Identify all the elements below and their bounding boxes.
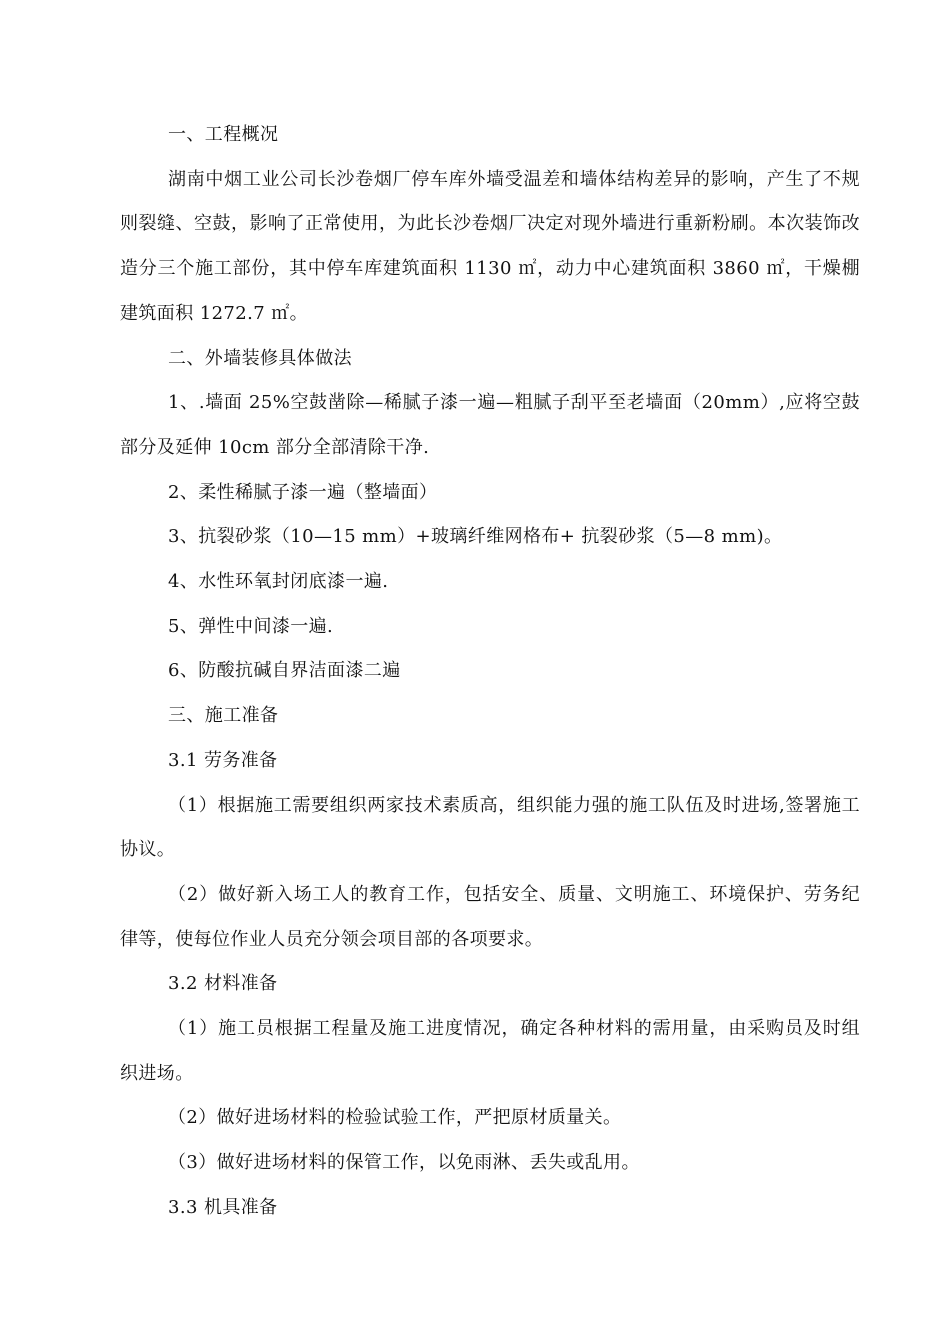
subsection-heading-materials: 3.2 材料准备: [168, 973, 278, 995]
overview-paragraph: 湖南中烟工业公司长沙卷烟厂停车库外墙受温差和墙体结构差异的影响，产生了不规则裂缝、空鼓，影响了正常使用，为此长沙卷烟厂决定对现外墙进行重新粉刷。本次装饰改造分三个施工部份，其中停车库建筑面积 1130 ㎡，动力中心建筑面积 3860 ㎡，干燥棚建筑面积 1272.7 ㎡。: [120, 168, 860, 324]
list-item: （3）做好进场材料的保管工作，以免雨淋、丢失或乱用。: [168, 1152, 640, 1174]
document-body: [120, 113, 860, 1231]
subsection-heading-equipment: 3.3 机具准备: [168, 1196, 278, 1218]
list-item: （2）做好进场材料的检验试验工作，严把原材质量关。: [168, 1107, 622, 1129]
subsection-heading-labor: 3.1 劳务准备: [168, 749, 278, 771]
list-item: 3、抗裂砂浆（10—15 mm）+玻璃纤维网格布+ 抗裂砂浆（5—8 mm)。: [168, 526, 783, 548]
list-item: 4、水性环氧封闭底漆一遍.: [168, 571, 389, 593]
section-heading-preparation: 三、施工准备: [168, 705, 279, 727]
list-item: 6、防酸抗碱自界洁面漆二遍: [168, 660, 401, 682]
section-heading-exterior-wall: 二、外墙装修具体做法: [168, 347, 352, 369]
list-item: 5、弹性中间漆一遍.: [168, 615, 334, 637]
list-item: （2）做好新入场工人的教育工作，包括安全、质量、文明施工、环境保护、劳务纪律等，使每位作业人员充分领会项目部的各项要求。: [120, 883, 860, 950]
list-item: （1）根据施工需要组织两家技术素质高，组织能力强的施工队伍及时进场,签署施工协议。: [120, 794, 860, 861]
list-item: （1）施工员根据工程量及施工进度情况，确定各种材料的需用量，由采购员及时组织进场。: [120, 1018, 860, 1084]
list-item: 2、柔性稀腻子漆一遍（整墙面）: [168, 481, 438, 503]
list-item: 1、.墙面 25%空鼓凿除—稀腻子漆一遍—粗腻子刮平至老墙面（20mm）,应将空鼓部分及延伸 10cm 部分全部清除干净.: [120, 392, 860, 458]
section-heading-overview: 一、工程概况: [168, 124, 279, 145]
